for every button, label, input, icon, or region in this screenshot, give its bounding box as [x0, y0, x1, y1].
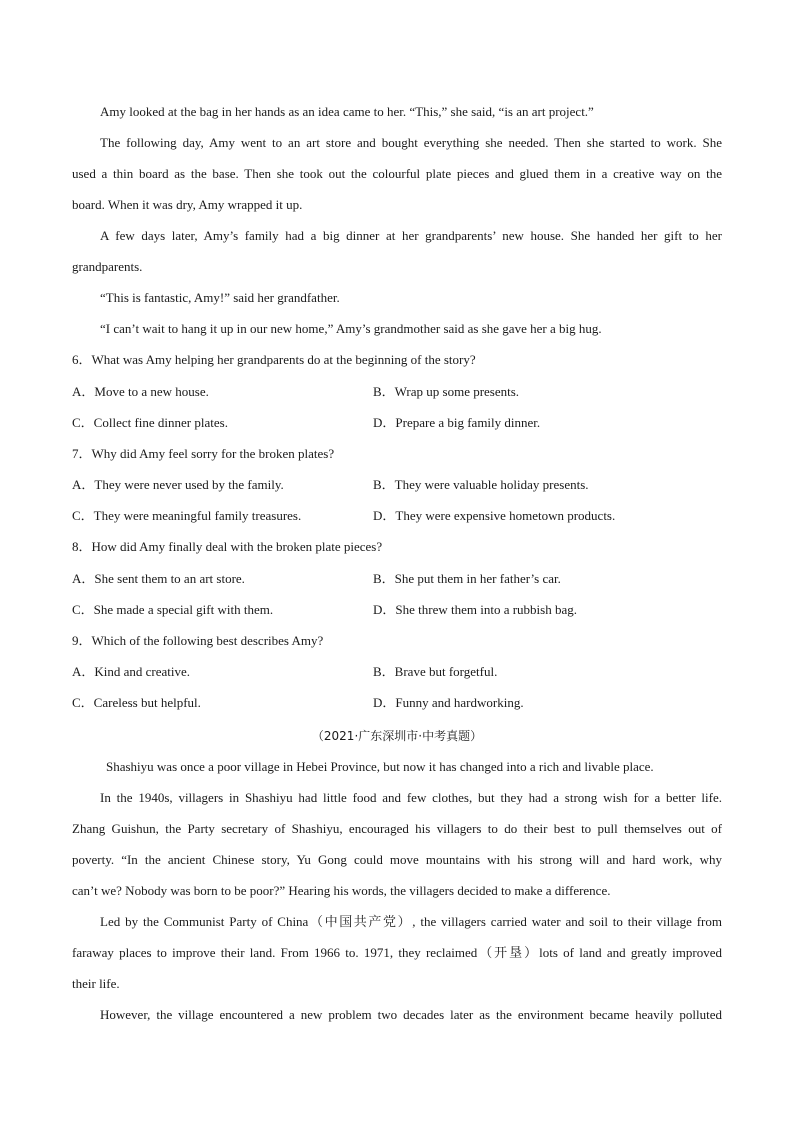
passage2-paragraph-3-line-3: their life. — [72, 976, 120, 991]
passage2-paragraph-2-line-3: poverty. “In the ancient Chinese story, Yu Gong could move mountains with his strong will and hard work, why — [72, 852, 722, 867]
question-9-option-b[interactable]: B．Brave but forgetful. — [373, 664, 498, 679]
source-tag: （2021·广东深圳市·中考真题） — [311, 729, 483, 743]
question-8-option-c[interactable]: C．She made a special gift with them. — [72, 602, 274, 617]
question-7-option-d[interactable]: D．They were expensive hometown products. — [373, 508, 616, 523]
question-6-option-b[interactable]: B．Wrap up some presents. — [373, 384, 520, 399]
passage1-paragraph-3-line-2: grandparents. — [72, 259, 143, 274]
passage1-paragraph-3-line-1: A few days later, Amy’s family had a big dinner at her grandparents’ new house. She handed her gift to her — [100, 228, 722, 243]
question-7-stem: 7．Why did Amy feel sorry for the broken plates? — [72, 446, 335, 461]
question-9-option-d[interactable]: D．Funny and hardworking. — [373, 695, 524, 710]
passage2-paragraph-2-line-4: can’t we? Nobody was born to be poor?” Hearing his words, the villagers decided to make a difference. — [72, 883, 611, 898]
question-6-option-d[interactable]: D．Prepare a big family dinner. — [373, 415, 541, 430]
passage2-paragraph-3-line-1: Led by the Communist Party of China（中国共产党）, the villagers carried water and soil to their village from — [100, 914, 722, 929]
question-7-option-a[interactable]: A．They were never used by the family. — [72, 477, 284, 492]
passage1-paragraph-2-line-3: board. When it was dry, Amy wrapped it up. — [72, 197, 303, 212]
question-7-option-b[interactable]: B．They were valuable holiday presents. — [373, 477, 589, 492]
passage2-paragraph-4-line-1: However, the village encountered a new problem two decades later as the environment became heavily polluted — [100, 1007, 722, 1022]
passage1-paragraph-2-line-2: used a thin board as the base. Then she took out the colourful plate pieces and glued them in a creative way on the — [72, 166, 722, 181]
question-8-option-d[interactable]: D．She threw them into a rubbish bag. — [373, 602, 577, 617]
passage2-paragraph-1: Shashiyu was once a poor village in Hebei Province, but now it has changed into a rich and livable place. — [106, 759, 654, 774]
question-9-option-a[interactable]: A．Kind and creative. — [72, 664, 191, 679]
question-6-stem: 6．What was Amy helping her grandparents do at the beginning of the story? — [72, 352, 476, 367]
question-6-option-a[interactable]: A．Move to a new house. — [72, 384, 209, 399]
passage2-paragraph-3-line-2: faraway places to improve their land. From 1966 to. 1971, they reclaimed（开垦）lots of land and greatly improved — [72, 945, 722, 960]
question-8-option-b[interactable]: B．She put them in her father’s car. — [373, 571, 561, 586]
passage1-paragraph-1: Amy looked at the bag in her hands as an idea came to her. “This,” she said, “is an art project.” — [100, 104, 594, 119]
question-7-option-c[interactable]: C．They were meaningful family treasures. — [72, 508, 302, 523]
question-9-option-c[interactable]: C．Careless but helpful. — [72, 695, 201, 710]
passage2-paragraph-2-line-2: Zhang Guishun, the Party secretary of Shashiyu, encouraged his villagers to do their best to pull themselves out of — [72, 821, 722, 836]
passage1-paragraph-4: “This is fantastic, Amy!” said her grandfather. — [100, 290, 340, 305]
question-9-stem: 9．Which of the following best describes Amy? — [72, 633, 324, 648]
passage1-paragraph-5: “I can’t wait to hang it up in our new home,” Amy’s grandmother said as she gave her a big hug. — [100, 321, 602, 336]
passage1-paragraph-2-line-1: The following day, Amy went to an art store and bought everything she needed. Then she started to work. She — [100, 135, 722, 150]
passage2-paragraph-2-line-1: In the 1940s, villagers in Shashiyu had little food and few clothes, but they had a strong wish for a better life. — [100, 790, 722, 805]
question-6-option-c[interactable]: C．Collect fine dinner plates. — [72, 415, 228, 430]
question-8-stem: 8．How did Amy finally deal with the broken plate pieces? — [72, 539, 383, 554]
question-8-option-a[interactable]: A．She sent them to an art store. — [72, 571, 245, 586]
